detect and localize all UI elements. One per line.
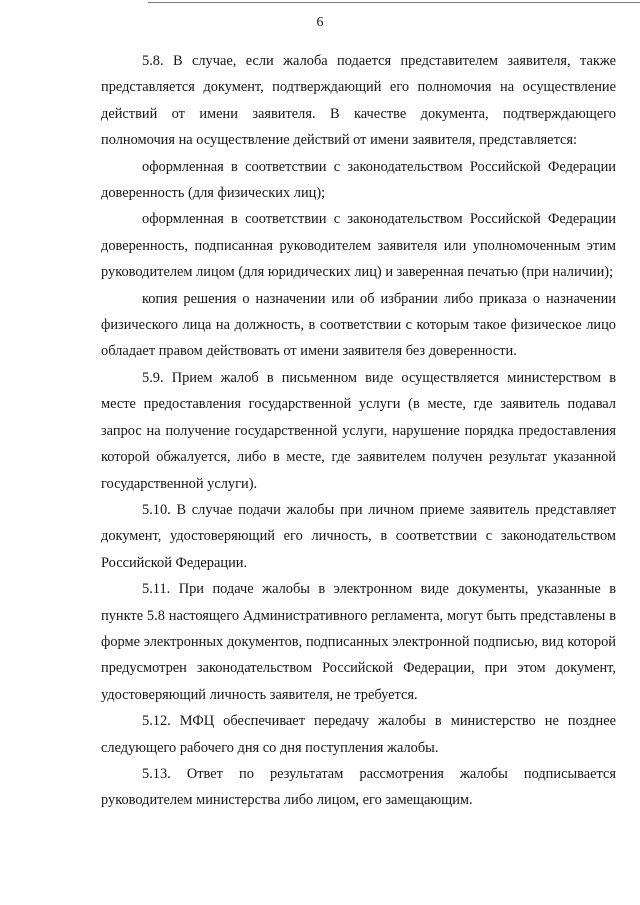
page-number: 6 [316, 15, 324, 30]
paragraph-5-12: 5.12. МФЦ обеспечивает передачу жалобы в министерство не позднее следующего рабочего дня со дня поступления жалобы. [101, 713, 616, 756]
paragraph-5-9: 5.9. Прием жалоб в письменном виде осуществляется министерством в месте предоставления государственной услуги (в месте, где заявитель подавал запрос на получение государственной услуги, нарушение порядка предоставления которой обжалуется, либо в месте, где заявителем получен результат указанной государственной услуги). [101, 369, 616, 492]
top-rule [148, 2, 640, 3]
paragraph-power-of-attorney-individuals: оформленная в соответствии с законодательством Российской Федерации доверенность (для физических лиц); [101, 158, 616, 202]
paragraph-5-10: 5.10. В случае подачи жалобы при личном приеме заявитель представляет документ, удостоверяющий его личность, в соответствии с законодательством Российской Федерации. [101, 501, 616, 571]
paragraph-5-11: 5.11. При подаче жалобы в электронном виде документы, указанные в пункте 5.8 настоящего Административного регламента, могут быть представлены в форме электронных документов, подписанных электронной подписью, вид которой предусмотрен законодательством Российской Федерации, при этом документ, удостоверяющий личность заявителя, не требуется. [101, 581, 616, 703]
document-body [101, 48, 616, 814]
paragraph-appointment-decision-copy: копия решения о назначении или об избрании либо приказа о назначении физического лица на должность, в соответствии с которым такое физическое лицо обладает правом действовать от имени заявителя без доверенности. [101, 290, 616, 360]
paragraph-5-13: 5.13. Ответ по результатам рассмотрения жалобы подписывается руководителем министерства либо лицом, его замещающим. [101, 765, 616, 809]
paragraph-power-of-attorney-legal-entities: оформленная в соответствии с законодательством Российской Федерации доверенность, подписанная руководителем заявителя или уполномоченным этим руководителем лицом (для юридических лиц) и заверенная печатью (при наличии); [101, 211, 616, 281]
paragraph-5-8: 5.8. В случае, если жалоба подается представителем заявителя, также представляется документ, подтверждающий его полномочия на осуществление действий от имени заявителя. В качестве документа, подтверждающего полномочия на осуществление действий от имени заявителя, представляется: [101, 53, 616, 149]
